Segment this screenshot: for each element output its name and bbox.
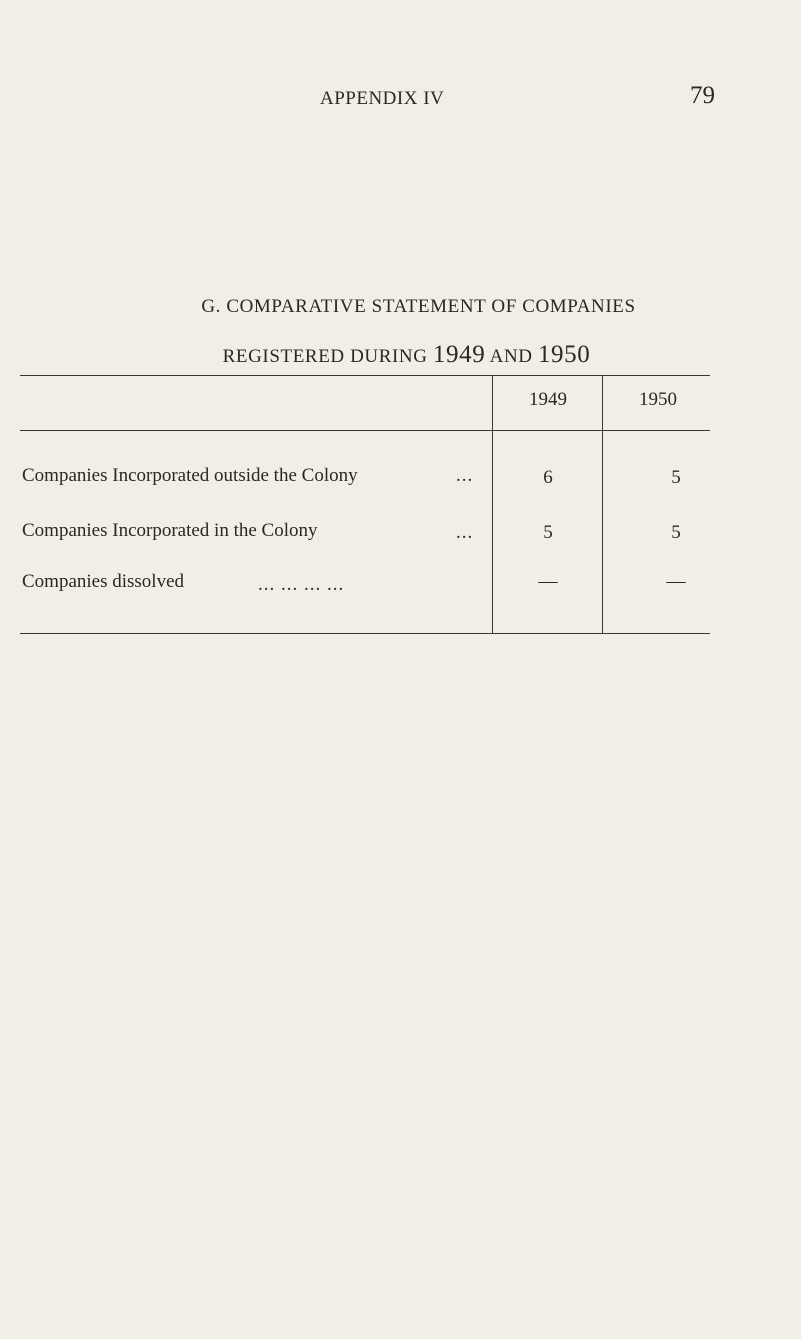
cell-1950-dissolved: — — [666, 571, 686, 592]
title-year-1949: 1949 — [432, 341, 486, 368]
column-header-1950: 1950 — [639, 389, 677, 410]
table-bottom-rule — [20, 633, 710, 634]
row-label-in-colony: Companies Incorporated in the Colony — [22, 520, 318, 541]
row-leader-dots: ... ... ... ... — [258, 574, 345, 595]
column-header-1949: 1949 — [529, 389, 567, 410]
page-number: 79 — [690, 82, 715, 109]
table-top-rule — [20, 375, 710, 376]
row-label-dissolved: Companies dissolved — [22, 571, 185, 592]
row-leader-dots: ... — [456, 465, 474, 486]
title-year-1950: 1950 — [537, 341, 591, 368]
cell-1950-in-colony: 5 — [671, 522, 681, 543]
table-header-rule — [20, 430, 710, 431]
column-divider-2 — [602, 375, 603, 633]
running-head: APPENDIX IV — [320, 88, 445, 109]
row-leader-dots: ... — [456, 522, 474, 543]
title-conjunction: AND — [485, 346, 538, 367]
column-divider-1 — [492, 375, 493, 633]
cell-1949-dissolved: — — [538, 571, 558, 592]
cell-1950-outside-colony: 5 — [671, 467, 681, 488]
companies-table — [20, 375, 710, 635]
table-title-line-1: G. COMPARATIVE STATEMENT OF COMPANIES — [201, 296, 636, 317]
cell-1949-in-colony: 5 — [543, 522, 553, 543]
title-prefix: REGISTERED DURING — [222, 346, 433, 367]
table-title-line-2 — [6, 341, 801, 369]
row-label-outside-colony: Companies Incorporated outside the Colony — [22, 465, 358, 486]
cell-1949-outside-colony: 6 — [543, 467, 553, 488]
